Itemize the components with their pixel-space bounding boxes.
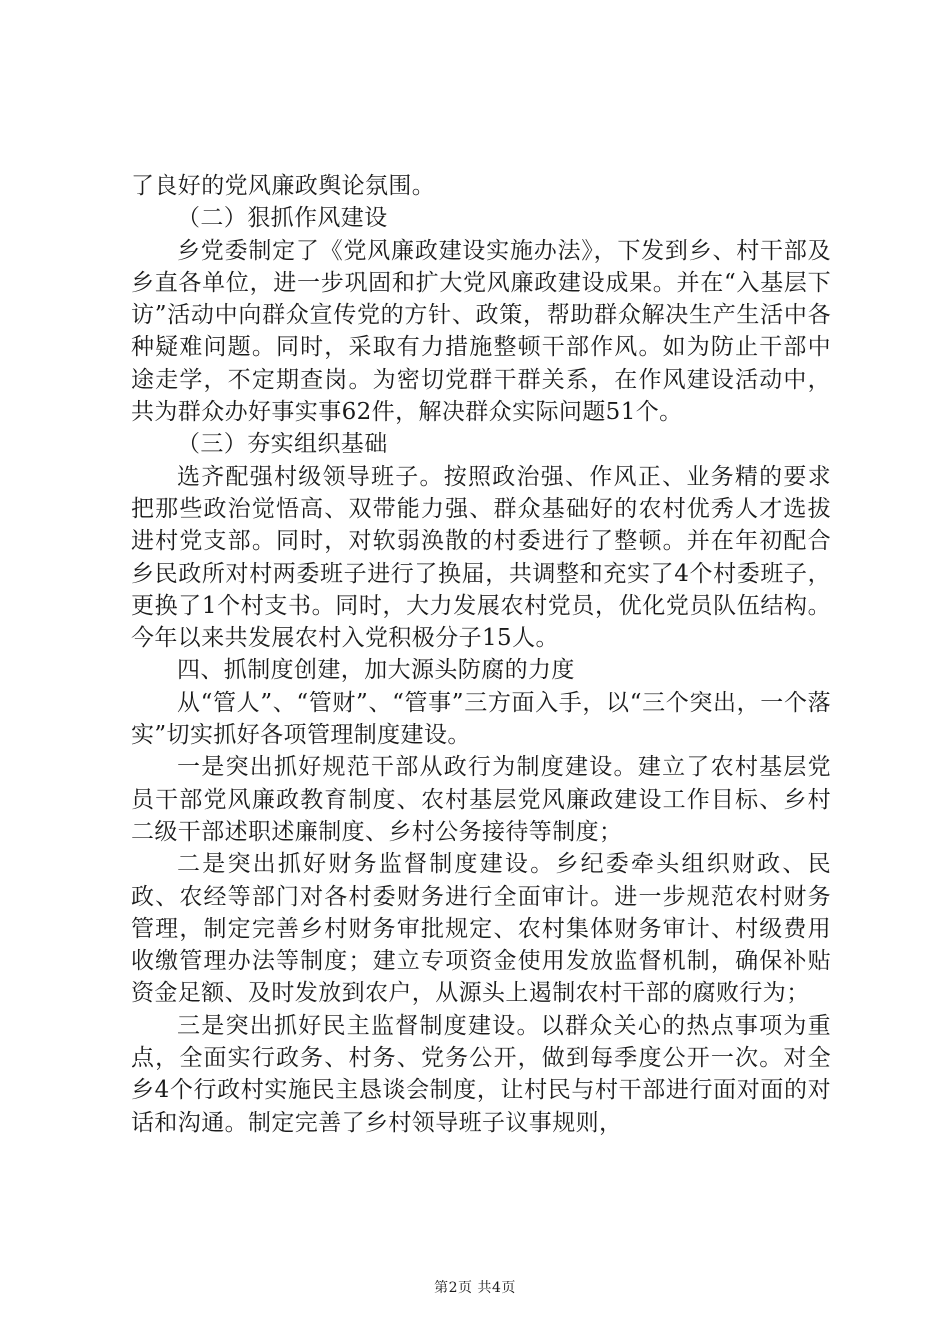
section-heading-4: 四、抓制度创建，加大源头防腐的力度 — [177, 657, 575, 684]
paragraph-style-building: 乡党委制定了《党风廉政建设实施办法》，下发到乡、村干部及乡直各单位，进一步巩固和扩大党风廉政建设成果。并在“入基层下访”活动中向群众宣传党的方针、政策，帮助群众解决生产生活中各种疑难问题。同时，采取有力措施整顿干部作风。如为防止干部中途走学，不定期查岗。为密切党群干群关系，在作风建设活动中，共为群众办好事实事62件，解决群众实际问题51个。 — [131, 237, 831, 426]
paragraph-point-two: 二是突出抓好财务监督制度建设。乡纪委牵头组织财政、民政、农经等部门对各村委财务进行全面审计。进一步规范农村财务管理，制定完善乡村财务审批规定、农村集体财务审计、村级费用收缴管理办法等制度；建立专项资金使用发放监督机制，确保补贴资金足额、及时发放到农户，从源头上遏制农村干部的腐败行为； — [131, 851, 831, 1007]
page-number-label: 第2页 共4页 — [434, 1280, 516, 1296]
paragraph-organization: 选齐配强村级领导班子。按照政治强、作风正、业务精的要求把那些政治觉悟高、双带能力强、群众基础好的农村优秀人才选拔进村党支部。同时，对软弱涣散的村委进行了整顿。并在年初配合乡民政所对村两委班子进行了换届，共调整和充实了4个村委班子，更换了1个村支书。同时，大力发展农村党员，优化党员队伍结构。今年以来共发展农村入党积极分子15人。 — [131, 463, 831, 652]
paragraph-continuation: 了良好的党风廉政舆论氛围。 — [131, 173, 436, 199]
paragraph-system-intro: 从“管人”、“管财”、“管事”三方面入手，以“三个突出，一个落实”切实抓好各项管理制度建设。 — [131, 689, 831, 749]
paragraph-point-three: 三是突出抓好民主监督制度建设。以群众关心的热点事项为重点，全面实行政务、村务、党务公开，做到每季度公开一次。对全乡4个行政村实施民主恳谈会制度，让村民与村干部进行面对面的对话和沟通。制定完善了乡村领导班子议事规则， — [131, 1012, 831, 1136]
paragraph-point-one: 一是突出抓好规范干部从政行为制度建设。建立了农村基层党员干部党风廉政教育制度、农村基层党风廉政建设工作目标、乡村二级干部述职述廉制度、乡村公务接待等制度； — [131, 754, 831, 845]
section-subheading-3: （三）夯实组织基础 — [177, 431, 388, 458]
section-subheading-2: （二）狠抓作风建设 — [177, 205, 388, 232]
document-body — [131, 170, 831, 1139]
page-footer — [0, 1278, 950, 1298]
